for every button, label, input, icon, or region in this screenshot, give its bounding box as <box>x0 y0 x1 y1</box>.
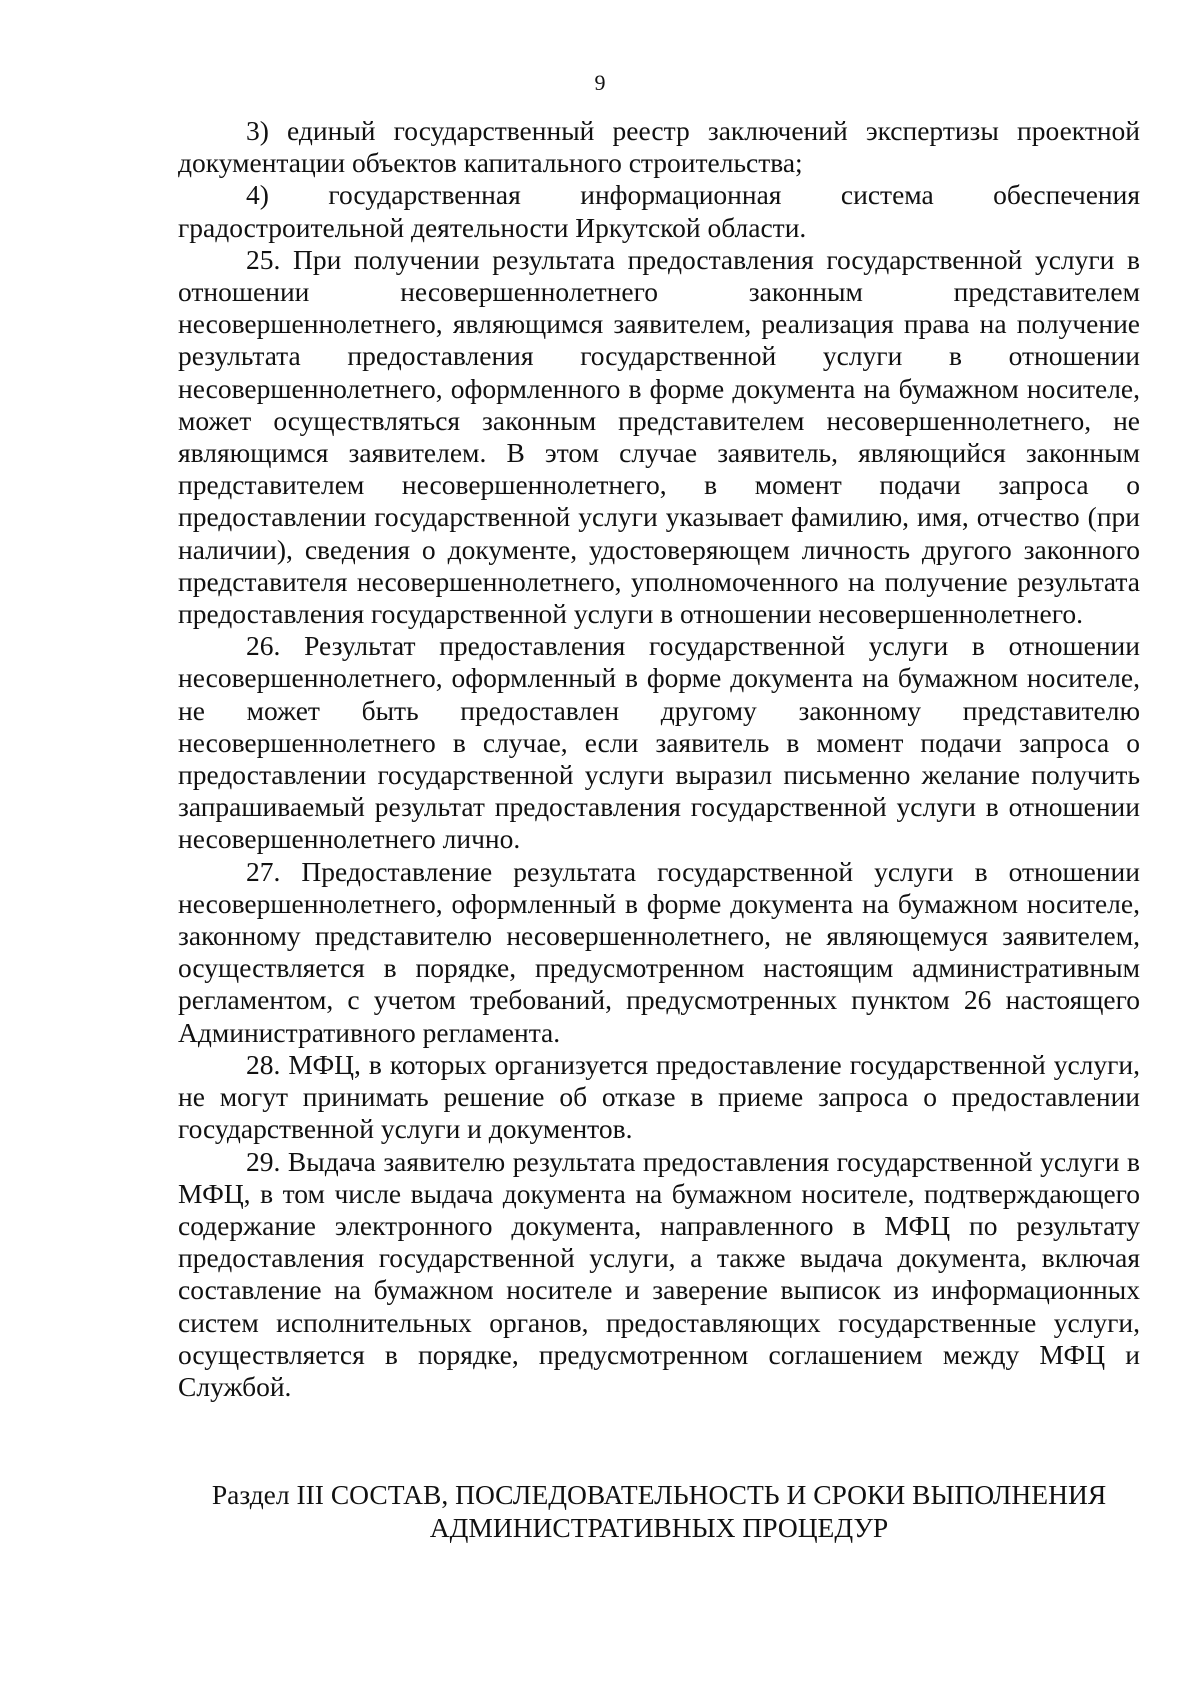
paragraph-item-4: 4) государственная информационная система обеспечения градостроительной деятельности Иркутской области. <box>178 179 1140 243</box>
paragraph-25: 25. При получении результата предоставления государственной услуги в отношении несовершеннолетнего законным представителем несовершеннолетнего, являющимся заявителем, реализация права на получение результата предоставления государственной услуги в отношении несовершеннолетнего, оформленного в форме документа на бумажном носителе, может осуществляться законным представителем несовершеннолетнего, не являющимся заявителем. В этом случае заявитель, являющийся законным представителем несовершеннолетнего, в момент подачи запроса о предоставлении государственной услуги указывает фамилию, имя, отчество (при наличии), сведения о документе, удостоверяющем личность другого законного представителя несовершеннолетнего, уполномоченного на получение результата предоставления государственной услуги в отношении несовершеннолетнего. <box>178 243 1140 630</box>
document-body <box>178 115 1140 1403</box>
paragraph-item-3: 3) единый государственный реестр заключений экспертизы проектной документации объектов капитального строительства; <box>178 115 1140 179</box>
section-heading <box>178 1478 1140 1544</box>
section-heading-line-1: Раздел III СОСТАВ, ПОСЛЕДОВАТЕЛЬНОСТЬ И СРОКИ ВЫПОЛНЕНИЯ <box>211 1479 1107 1510</box>
paragraph-26: 26. Результат предоставления государственной услуги в отношении несовершеннолетнего, оформленный в форме документа на бумажном носителе, не может быть предоставлен другому законному представителю несовершеннолетнего в случае, если заявитель в момент подачи запроса о предоставлении государственной услуги выразил письменно желание получить запрашиваемый результат предоставления государственной услуги в отношении несовершеннолетнего лично. <box>178 630 1140 855</box>
paragraph-27: 27. Предоставление результата государственной услуги в отношении несовершеннолетнего, оформленный в форме документа на бумажном носителе, законному представителю несовершеннолетнего, не являющемуся заявителем, осуществляется в порядке, предусмотренном настоящим административным регламентом, с учетом требований, предусмотренных пунктом 26 настоящего Административного регламента. <box>178 855 1140 1048</box>
paragraph-28: 28. МФЦ, в которых организуется предоставление государственной услуги, не могут принимать решение об отказе в приеме запроса о предоставлении государственной услуги и документов. <box>178 1048 1140 1145</box>
paragraph-29: 29. Выдача заявителю результата предоставления государственной услуги в МФЦ, в том числе выдача документа на бумажном носителе, подтверждающего содержание электронного документа, направленного в МФЦ по результату предоставления государственной услуги, а также выдача документа, включая составление на бумажном носителе и заверение выписок из информационных систем исполнительных органов, предоставляющих государственные услуги, осуществляется в порядке, предусмотренном соглашением между МФЦ и Службой. <box>178 1145 1140 1402</box>
page-number: 9 <box>594 70 606 95</box>
section-heading-line-2: АДМИНИСТРАТИВНЫХ ПРОЦЕДУР <box>429 1512 889 1543</box>
